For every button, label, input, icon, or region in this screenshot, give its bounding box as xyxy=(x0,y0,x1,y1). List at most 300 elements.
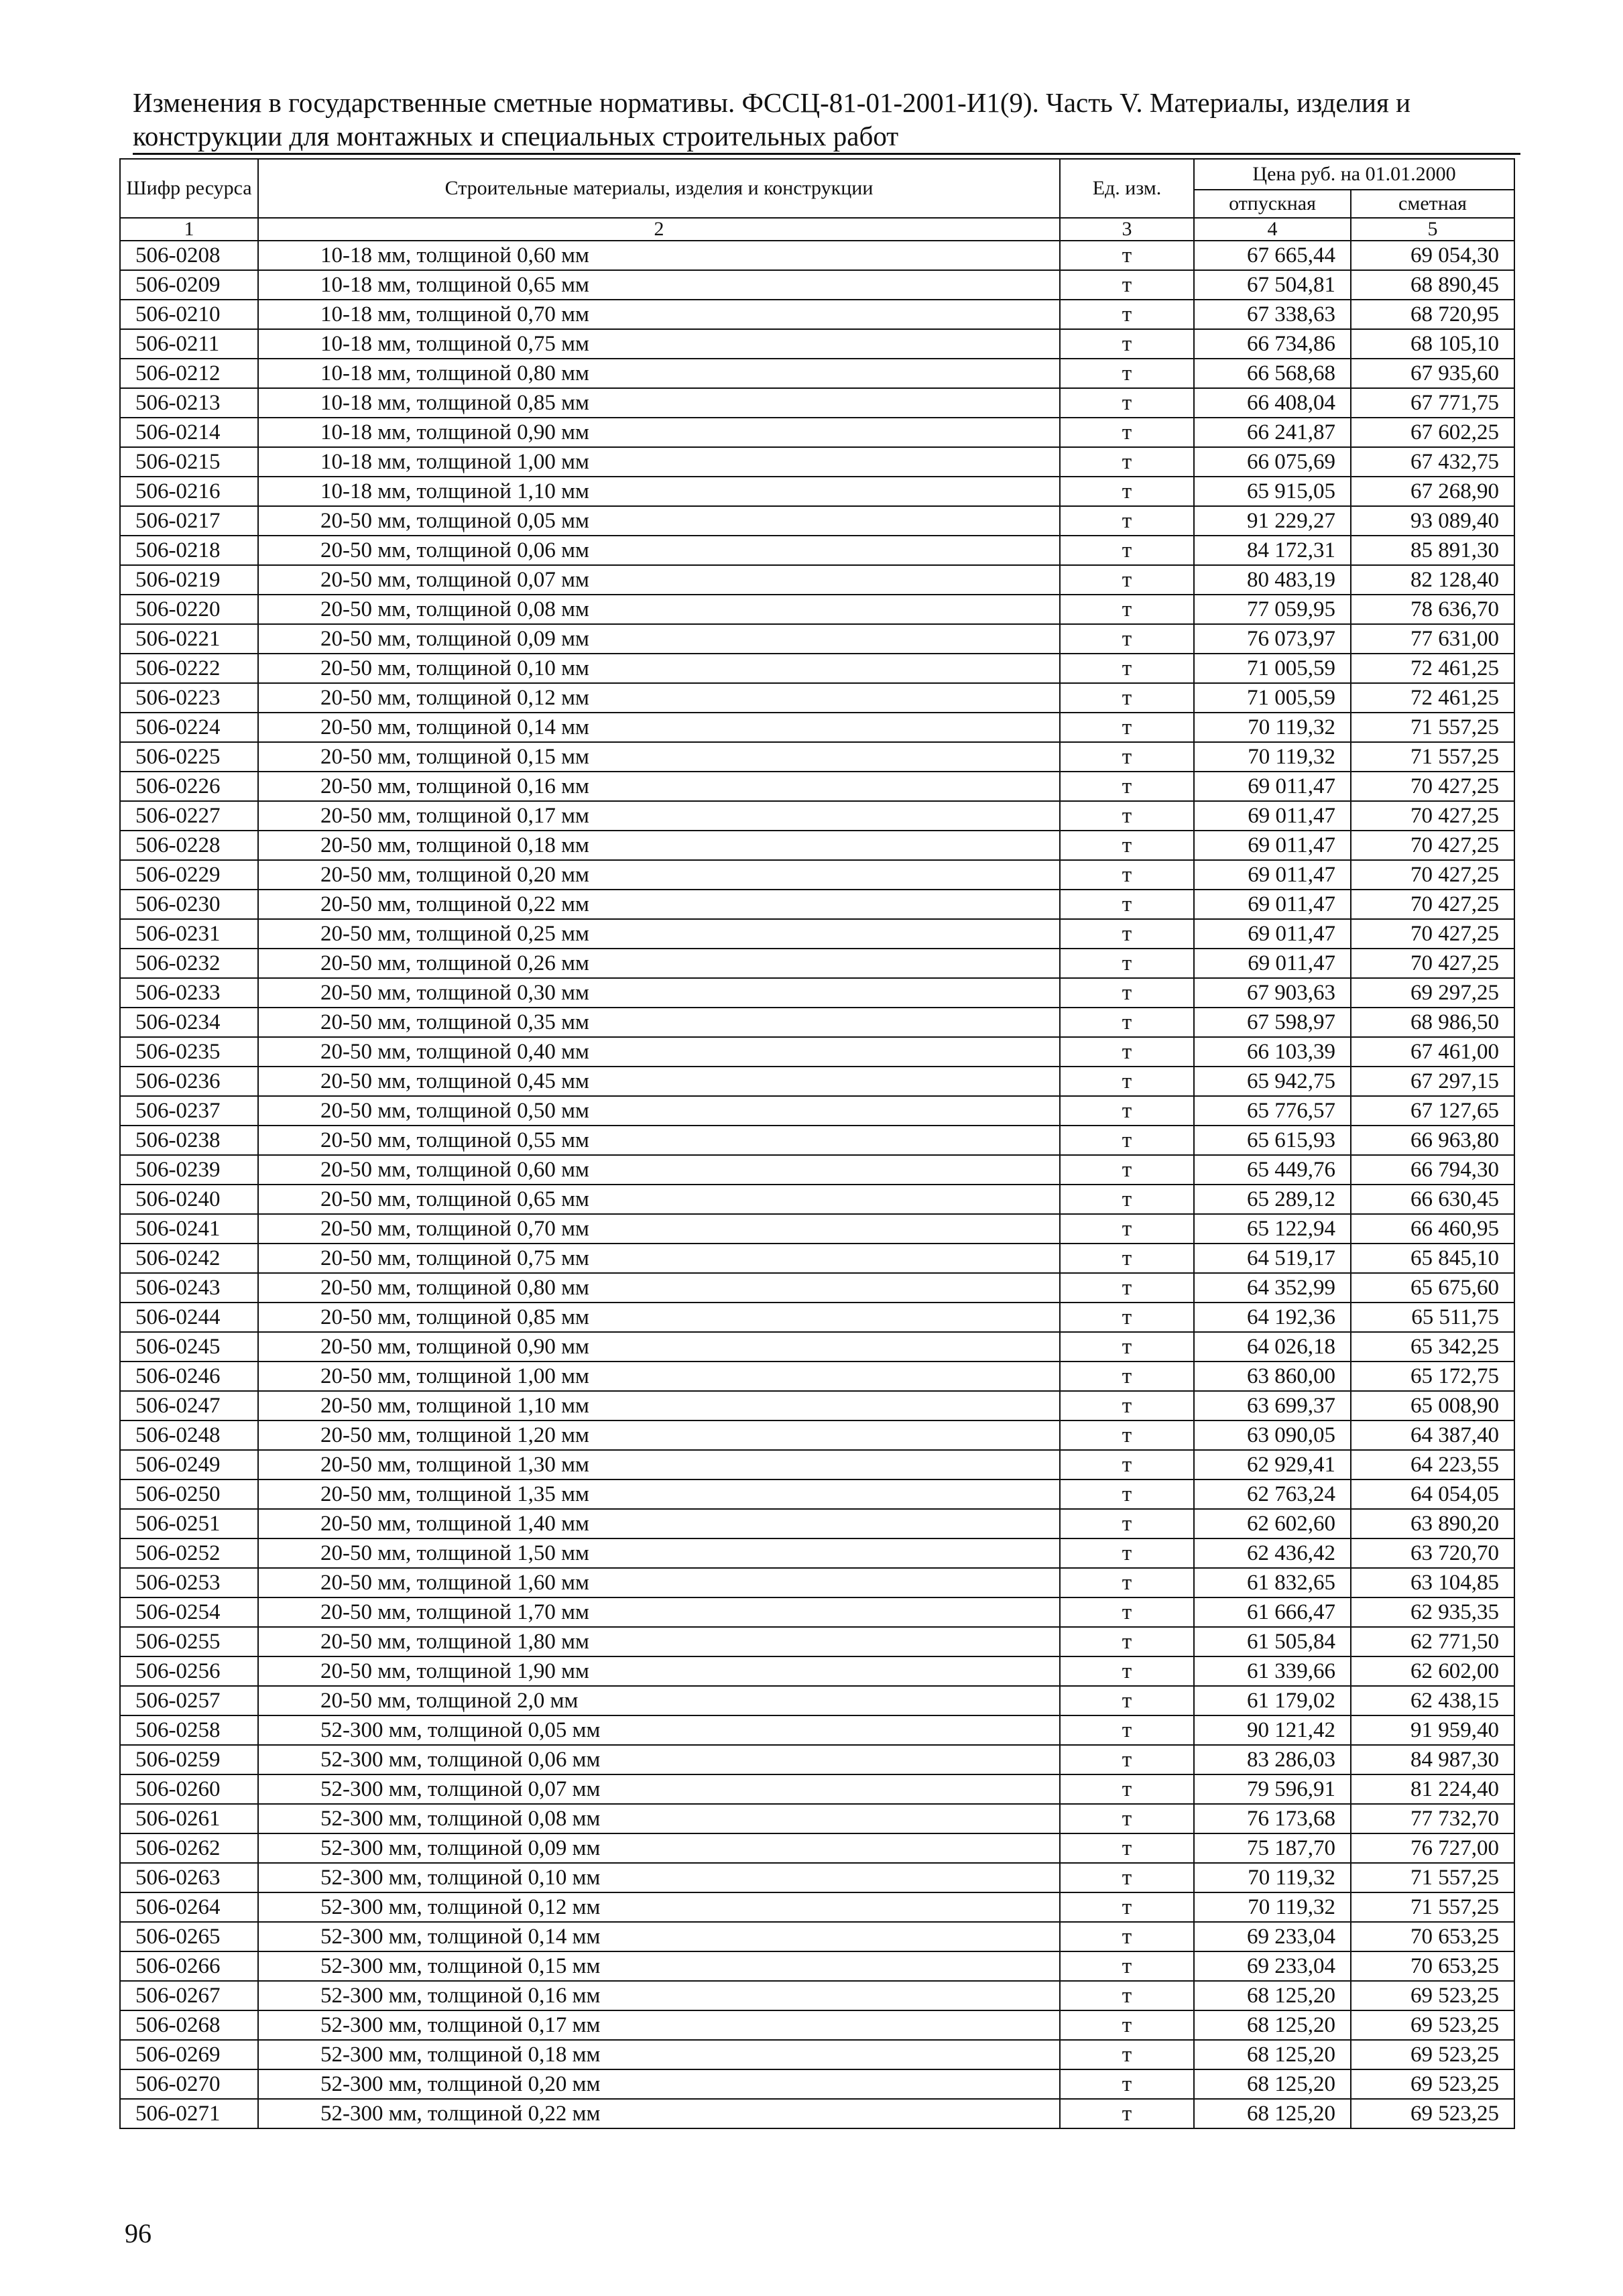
resource-code: 506-0271 xyxy=(120,2099,258,2128)
header-name: Строительные материалы, изделия и конструкции xyxy=(258,159,1060,218)
table-body xyxy=(120,241,1514,2128)
material-name: 20-50 мм, толщиной 0,12 мм xyxy=(258,683,1060,713)
unit-of-measure: т xyxy=(1060,1656,1194,1686)
release-price: 62 602,60 xyxy=(1194,1509,1351,1538)
material-name: 20-50 мм, толщиной 0,15 мм xyxy=(258,742,1060,772)
unit-of-measure: т xyxy=(1060,388,1194,418)
material-name: 10-18 мм, толщиной 0,60 мм xyxy=(258,241,1060,270)
estimate-price: 63 104,85 xyxy=(1351,1568,1514,1597)
table-row xyxy=(120,359,1514,388)
estimate-price: 91 959,40 xyxy=(1351,1715,1514,1745)
table-row xyxy=(120,1922,1514,1951)
release-price: 90 121,42 xyxy=(1194,1715,1351,1745)
resource-code: 506-0265 xyxy=(120,1922,258,1951)
material-name: 20-50 мм, толщиной 0,85 мм xyxy=(258,1303,1060,1332)
unit-of-measure: т xyxy=(1060,1008,1194,1037)
table-row xyxy=(120,1273,1514,1303)
resource-code: 506-0252 xyxy=(120,1538,258,1568)
material-name: 52-300 мм, толщиной 0,08 мм xyxy=(258,1804,1060,1833)
resource-code: 506-0238 xyxy=(120,1126,258,1155)
table-row xyxy=(120,2099,1514,2128)
table-row xyxy=(120,772,1514,801)
unit-of-measure: т xyxy=(1060,1863,1194,1892)
estimate-price: 70 653,25 xyxy=(1351,1951,1514,1981)
release-price: 66 241,87 xyxy=(1194,418,1351,447)
release-price: 65 289,12 xyxy=(1194,1185,1351,1214)
estimate-price: 67 602,25 xyxy=(1351,418,1514,447)
release-price: 62 436,42 xyxy=(1194,1538,1351,1568)
release-price: 69 011,47 xyxy=(1194,919,1351,949)
material-name: 52-300 мм, толщиной 0,06 мм xyxy=(258,1745,1060,1774)
release-price: 83 286,03 xyxy=(1194,1745,1351,1774)
estimate-price: 93 089,40 xyxy=(1351,506,1514,536)
table-row xyxy=(120,536,1514,565)
resource-code: 506-0269 xyxy=(120,2040,258,2069)
column-number-row xyxy=(120,218,1514,241)
material-name: 20-50 мм, толщиной 0,90 мм xyxy=(258,1332,1060,1362)
estimate-price: 67 297,15 xyxy=(1351,1067,1514,1096)
release-price: 63 860,00 xyxy=(1194,1362,1351,1391)
table-row xyxy=(120,270,1514,300)
release-price: 62 763,24 xyxy=(1194,1479,1351,1509)
unit-of-measure: т xyxy=(1060,1774,1194,1804)
estimate-price: 65 008,90 xyxy=(1351,1391,1514,1421)
release-price: 67 903,63 xyxy=(1194,978,1351,1008)
release-price: 80 483,19 xyxy=(1194,565,1351,595)
material-name: 20-50 мм, толщиной 1,60 мм xyxy=(258,1568,1060,1597)
table-row xyxy=(120,1362,1514,1391)
material-name: 20-50 мм, толщиной 2,0 мм xyxy=(258,1686,1060,1715)
resource-code: 506-0243 xyxy=(120,1273,258,1303)
estimate-price: 64 387,40 xyxy=(1351,1421,1514,1450)
release-price: 67 504,81 xyxy=(1194,270,1351,300)
column-number: 1 xyxy=(120,218,258,241)
table-row xyxy=(120,1155,1514,1185)
material-name: 52-300 мм, толщиной 0,07 мм xyxy=(258,1774,1060,1804)
estimate-price: 76 727,00 xyxy=(1351,1833,1514,1863)
estimate-price: 72 461,25 xyxy=(1351,654,1514,683)
estimate-price: 70 427,25 xyxy=(1351,831,1514,860)
table-row xyxy=(120,801,1514,831)
release-price: 64 192,36 xyxy=(1194,1303,1351,1332)
unit-of-measure: т xyxy=(1060,1332,1194,1362)
release-price: 69 233,04 xyxy=(1194,1922,1351,1951)
resource-code: 506-0235 xyxy=(120,1037,258,1067)
table-row xyxy=(120,742,1514,772)
unit-of-measure: т xyxy=(1060,359,1194,388)
unit-of-measure: т xyxy=(1060,1037,1194,1067)
unit-of-measure: т xyxy=(1060,536,1194,565)
resource-code: 506-0240 xyxy=(120,1185,258,1214)
resource-code: 506-0244 xyxy=(120,1303,258,1332)
release-price: 70 119,32 xyxy=(1194,1863,1351,1892)
estimate-price: 70 427,25 xyxy=(1351,890,1514,919)
estimate-price: 68 720,95 xyxy=(1351,300,1514,329)
release-price: 75 187,70 xyxy=(1194,1833,1351,1863)
release-price: 70 119,32 xyxy=(1194,713,1351,742)
unit-of-measure: т xyxy=(1060,1391,1194,1421)
unit-of-measure: т xyxy=(1060,624,1194,654)
estimate-price: 63 890,20 xyxy=(1351,1509,1514,1538)
material-name: 20-50 мм, толщиной 1,70 мм xyxy=(258,1597,1060,1627)
resource-code: 506-0232 xyxy=(120,949,258,978)
material-name: 52-300 мм, толщиной 0,18 мм xyxy=(258,2040,1060,2069)
material-name: 20-50 мм, толщиной 0,08 мм xyxy=(258,595,1060,624)
table-row xyxy=(120,1715,1514,1745)
unit-of-measure: т xyxy=(1060,713,1194,742)
estimate-price: 67 935,60 xyxy=(1351,359,1514,388)
resource-code: 506-0219 xyxy=(120,565,258,595)
unit-of-measure: т xyxy=(1060,949,1194,978)
estimate-price: 67 771,75 xyxy=(1351,388,1514,418)
header-release-price: отпускная xyxy=(1194,190,1351,218)
unit-of-measure: т xyxy=(1060,860,1194,890)
table-row xyxy=(120,2010,1514,2040)
unit-of-measure: т xyxy=(1060,1126,1194,1155)
resource-code: 506-0260 xyxy=(120,1774,258,1804)
resource-code: 506-0257 xyxy=(120,1686,258,1715)
material-name: 52-300 мм, толщиной 0,20 мм xyxy=(258,2069,1060,2099)
unit-of-measure: т xyxy=(1060,565,1194,595)
unit-of-measure: т xyxy=(1060,418,1194,447)
resource-code: 506-0262 xyxy=(120,1833,258,1863)
resource-code: 506-0258 xyxy=(120,1715,258,1745)
column-number: 5 xyxy=(1351,218,1514,241)
resource-code: 506-0237 xyxy=(120,1096,258,1126)
estimate-price: 84 987,30 xyxy=(1351,1745,1514,1774)
estimate-price: 64 223,55 xyxy=(1351,1450,1514,1479)
resource-code: 506-0254 xyxy=(120,1597,258,1627)
estimate-price: 65 511,75 xyxy=(1351,1303,1514,1332)
resource-code: 506-0245 xyxy=(120,1332,258,1362)
table-row xyxy=(120,1833,1514,1863)
resource-code: 506-0264 xyxy=(120,1892,258,1922)
table-row xyxy=(120,1568,1514,1597)
unit-of-measure: т xyxy=(1060,1303,1194,1332)
estimate-price: 71 557,25 xyxy=(1351,742,1514,772)
table-row xyxy=(120,1863,1514,1892)
unit-of-measure: т xyxy=(1060,2099,1194,2128)
unit-of-measure: т xyxy=(1060,1951,1194,1981)
resource-code: 506-0224 xyxy=(120,713,258,742)
resource-code: 506-0248 xyxy=(120,1421,258,1450)
material-name: 10-18 мм, толщиной 0,65 мм xyxy=(258,270,1060,300)
release-price: 84 172,31 xyxy=(1194,536,1351,565)
estimate-price: 72 461,25 xyxy=(1351,683,1514,713)
material-name: 20-50 мм, толщиной 0,18 мм xyxy=(258,831,1060,860)
material-name: 52-300 мм, толщиной 0,14 мм xyxy=(258,1922,1060,1951)
release-price: 65 915,05 xyxy=(1194,477,1351,506)
price-table xyxy=(119,158,1515,2129)
resource-code: 506-0233 xyxy=(120,978,258,1008)
table-row xyxy=(120,1892,1514,1922)
header-line-2: конструкции для монтажных и специальных строительных работ xyxy=(133,121,899,152)
unit-of-measure: т xyxy=(1060,241,1194,270)
release-price: 65 776,57 xyxy=(1194,1096,1351,1126)
resource-code: 506-0234 xyxy=(120,1008,258,1037)
material-name: 20-50 мм, толщиной 0,07 мм xyxy=(258,565,1060,595)
table-row xyxy=(120,654,1514,683)
table-row xyxy=(120,241,1514,270)
release-price: 69 011,47 xyxy=(1194,860,1351,890)
release-price: 66 075,69 xyxy=(1194,447,1351,477)
unit-of-measure: т xyxy=(1060,1185,1194,1214)
unit-of-measure: т xyxy=(1060,1892,1194,1922)
resource-code: 506-0251 xyxy=(120,1509,258,1538)
table-row xyxy=(120,1332,1514,1362)
release-price: 67 598,97 xyxy=(1194,1008,1351,1037)
resource-code: 506-0256 xyxy=(120,1656,258,1686)
estimate-price: 66 963,80 xyxy=(1351,1126,1514,1155)
unit-of-measure: т xyxy=(1060,1981,1194,2010)
table-row xyxy=(120,949,1514,978)
release-price: 71 005,59 xyxy=(1194,683,1351,713)
table-row xyxy=(120,1450,1514,1479)
table-row xyxy=(120,1185,1514,1214)
unit-of-measure: т xyxy=(1060,978,1194,1008)
material-name: 20-50 мм, толщиной 1,00 мм xyxy=(258,1362,1060,1391)
estimate-price: 70 427,25 xyxy=(1351,772,1514,801)
table-row xyxy=(120,2069,1514,2099)
material-name: 20-50 мм, толщиной 0,09 мм xyxy=(258,624,1060,654)
estimate-price: 65 342,25 xyxy=(1351,1332,1514,1362)
unit-of-measure: т xyxy=(1060,919,1194,949)
material-name: 20-50 мм, толщиной 0,55 мм xyxy=(258,1126,1060,1155)
resource-code: 506-0270 xyxy=(120,2069,258,2099)
estimate-price: 69 523,25 xyxy=(1351,2069,1514,2099)
resource-code: 506-0249 xyxy=(120,1450,258,1479)
table-row xyxy=(120,1244,1514,1273)
table-row xyxy=(120,919,1514,949)
estimate-price: 67 127,65 xyxy=(1351,1096,1514,1126)
estimate-price: 81 224,40 xyxy=(1351,1774,1514,1804)
table-row xyxy=(120,1096,1514,1126)
estimate-price: 69 523,25 xyxy=(1351,2099,1514,2128)
table-row xyxy=(120,1303,1514,1332)
resource-code: 506-0220 xyxy=(120,595,258,624)
unit-of-measure: т xyxy=(1060,1362,1194,1391)
table-row xyxy=(120,506,1514,536)
table-row xyxy=(120,890,1514,919)
release-price: 64 026,18 xyxy=(1194,1332,1351,1362)
resource-code: 506-0268 xyxy=(120,2010,258,2040)
unit-of-measure: т xyxy=(1060,1804,1194,1833)
release-price: 69 233,04 xyxy=(1194,1951,1351,1981)
material-name: 20-50 мм, толщиной 1,90 мм xyxy=(258,1656,1060,1686)
resource-code: 506-0242 xyxy=(120,1244,258,1273)
unit-of-measure: т xyxy=(1060,1509,1194,1538)
material-name: 20-50 мм, толщиной 0,26 мм xyxy=(258,949,1060,978)
resource-code: 506-0218 xyxy=(120,536,258,565)
release-price: 69 011,47 xyxy=(1194,801,1351,831)
material-name: 20-50 мм, толщиной 0,25 мм xyxy=(258,919,1060,949)
table-row xyxy=(120,978,1514,1008)
release-price: 76 173,68 xyxy=(1194,1804,1351,1833)
material-name: 52-300 мм, толщиной 0,15 мм xyxy=(258,1951,1060,1981)
unit-of-measure: т xyxy=(1060,1686,1194,1715)
table-row xyxy=(120,713,1514,742)
material-name: 10-18 мм, толщиной 0,80 мм xyxy=(258,359,1060,388)
unit-of-measure: т xyxy=(1060,1597,1194,1627)
table-row xyxy=(120,831,1514,860)
estimate-price: 65 675,60 xyxy=(1351,1273,1514,1303)
release-price: 61 505,84 xyxy=(1194,1627,1351,1656)
table-row xyxy=(120,2040,1514,2069)
table-row xyxy=(120,1214,1514,1244)
release-price: 68 125,20 xyxy=(1194,2099,1351,2128)
resource-code: 506-0211 xyxy=(120,329,258,359)
estimate-price: 67 432,75 xyxy=(1351,447,1514,477)
column-number: 2 xyxy=(258,218,1060,241)
table-row xyxy=(120,388,1514,418)
table-row xyxy=(120,624,1514,654)
release-price: 61 179,02 xyxy=(1194,1686,1351,1715)
resource-code: 506-0209 xyxy=(120,270,258,300)
table-row xyxy=(120,1126,1514,1155)
material-name: 52-300 мм, толщиной 0,09 мм xyxy=(258,1833,1060,1863)
header-price: Цена руб. на 01.01.2000 xyxy=(1194,159,1514,190)
resource-code: 506-0230 xyxy=(120,890,258,919)
estimate-price: 69 297,25 xyxy=(1351,978,1514,1008)
unit-of-measure: т xyxy=(1060,1421,1194,1450)
material-name: 20-50 мм, толщиной 0,06 мм xyxy=(258,536,1060,565)
material-name: 20-50 мм, толщиной 0,10 мм xyxy=(258,654,1060,683)
release-price: 63 699,37 xyxy=(1194,1391,1351,1421)
material-name: 52-300 мм, толщиной 0,05 мм xyxy=(258,1715,1060,1745)
release-price: 68 125,20 xyxy=(1194,2069,1351,2099)
release-price: 67 665,44 xyxy=(1194,241,1351,270)
table-row xyxy=(120,1008,1514,1037)
table-row xyxy=(120,683,1514,713)
unit-of-measure: т xyxy=(1060,1096,1194,1126)
release-price: 91 229,27 xyxy=(1194,506,1351,536)
resource-code: 506-0247 xyxy=(120,1391,258,1421)
estimate-price: 70 427,25 xyxy=(1351,919,1514,949)
table-row xyxy=(120,1686,1514,1715)
estimate-price: 62 771,50 xyxy=(1351,1627,1514,1656)
table-row xyxy=(120,595,1514,624)
unit-of-measure: т xyxy=(1060,1745,1194,1774)
release-price: 68 125,20 xyxy=(1194,2040,1351,2069)
release-price: 68 125,20 xyxy=(1194,1981,1351,2010)
table-row xyxy=(120,300,1514,329)
estimate-price: 71 557,25 xyxy=(1351,713,1514,742)
material-name: 10-18 мм, толщиной 0,70 мм xyxy=(258,300,1060,329)
release-price: 79 596,91 xyxy=(1194,1774,1351,1804)
table-row xyxy=(120,329,1514,359)
resource-code: 506-0228 xyxy=(120,831,258,860)
estimate-price: 71 557,25 xyxy=(1351,1863,1514,1892)
estimate-price: 66 630,45 xyxy=(1351,1185,1514,1214)
header-line-1: Изменения в государственные сметные нормативы. ФССЦ-81-01-2001-И1(9). Часть V. Материалы, изделия и xyxy=(133,87,1411,118)
release-price: 69 011,47 xyxy=(1194,890,1351,919)
material-name: 20-50 мм, толщиной 0,20 мм xyxy=(258,860,1060,890)
resource-code: 506-0215 xyxy=(120,447,258,477)
resource-code: 506-0226 xyxy=(120,772,258,801)
release-price: 66 568,68 xyxy=(1194,359,1351,388)
estimate-price: 70 427,25 xyxy=(1351,860,1514,890)
release-price: 68 125,20 xyxy=(1194,2010,1351,2040)
material-name: 20-50 мм, толщиной 0,80 мм xyxy=(258,1273,1060,1303)
material-name: 10-18 мм, толщиной 1,00 мм xyxy=(258,447,1060,477)
resource-code: 506-0210 xyxy=(120,300,258,329)
release-price: 70 119,32 xyxy=(1194,742,1351,772)
release-price: 66 734,86 xyxy=(1194,329,1351,359)
estimate-price: 62 602,00 xyxy=(1351,1656,1514,1686)
unit-of-measure: т xyxy=(1060,1479,1194,1509)
resource-code: 506-0223 xyxy=(120,683,258,713)
header-code: Шифр ресурса xyxy=(120,159,258,218)
resource-code: 506-0250 xyxy=(120,1479,258,1509)
column-number: 3 xyxy=(1060,218,1194,241)
release-price: 62 929,41 xyxy=(1194,1450,1351,1479)
table-row xyxy=(120,1479,1514,1509)
table-row xyxy=(120,1951,1514,1981)
table-row xyxy=(120,477,1514,506)
release-price: 61 832,65 xyxy=(1194,1568,1351,1597)
table-row xyxy=(120,1538,1514,1568)
unit-of-measure: т xyxy=(1060,506,1194,536)
material-name: 20-50 мм, толщиной 0,70 мм xyxy=(258,1214,1060,1244)
resource-code: 506-0216 xyxy=(120,477,258,506)
resource-code: 506-0267 xyxy=(120,1981,258,2010)
unit-of-measure: т xyxy=(1060,1715,1194,1745)
table-row xyxy=(120,1391,1514,1421)
estimate-price: 70 653,25 xyxy=(1351,1922,1514,1951)
document-header xyxy=(133,86,1520,153)
unit-of-measure: т xyxy=(1060,683,1194,713)
estimate-price: 68 890,45 xyxy=(1351,270,1514,300)
estimate-price: 66 794,30 xyxy=(1351,1155,1514,1185)
estimate-price: 67 461,00 xyxy=(1351,1037,1514,1067)
release-price: 67 338,63 xyxy=(1194,300,1351,329)
estimate-price: 69 054,30 xyxy=(1351,241,1514,270)
material-name: 20-50 мм, толщиной 0,75 мм xyxy=(258,1244,1060,1273)
table-row xyxy=(120,1656,1514,1686)
header-estimate-price: сметная xyxy=(1351,190,1514,218)
resource-code: 506-0222 xyxy=(120,654,258,683)
unit-of-measure: т xyxy=(1060,772,1194,801)
material-name: 20-50 мм, толщиной 1,80 мм xyxy=(258,1627,1060,1656)
release-price: 65 449,76 xyxy=(1194,1155,1351,1185)
unit-of-measure: т xyxy=(1060,1214,1194,1244)
table-row xyxy=(120,565,1514,595)
material-name: 20-50 мм, толщиной 0,35 мм xyxy=(258,1008,1060,1037)
header-rule xyxy=(133,153,1520,155)
unit-of-measure: т xyxy=(1060,742,1194,772)
material-name: 20-50 мм, толщиной 0,14 мм xyxy=(258,713,1060,742)
release-price: 61 339,66 xyxy=(1194,1656,1351,1686)
material-name: 10-18 мм, толщиной 1,10 мм xyxy=(258,477,1060,506)
estimate-price: 71 557,25 xyxy=(1351,1892,1514,1922)
unit-of-measure: т xyxy=(1060,1833,1194,1863)
table-row xyxy=(120,1067,1514,1096)
material-name: 10-18 мм, толщиной 0,75 мм xyxy=(258,329,1060,359)
material-name: 20-50 мм, толщиной 0,05 мм xyxy=(258,506,1060,536)
release-price: 71 005,59 xyxy=(1194,654,1351,683)
resource-code: 506-0253 xyxy=(120,1568,258,1597)
material-name: 20-50 мм, толщиной 1,40 мм xyxy=(258,1509,1060,1538)
unit-of-measure: т xyxy=(1060,2010,1194,2040)
unit-of-measure: т xyxy=(1060,654,1194,683)
material-name: 20-50 мм, толщиной 0,22 мм xyxy=(258,890,1060,919)
release-price: 76 073,97 xyxy=(1194,624,1351,654)
resource-code: 506-0213 xyxy=(120,388,258,418)
material-name: 52-300 мм, толщиной 0,17 мм xyxy=(258,2010,1060,2040)
resource-code: 506-0241 xyxy=(120,1214,258,1244)
estimate-price: 63 720,70 xyxy=(1351,1538,1514,1568)
unit-of-measure: т xyxy=(1060,1627,1194,1656)
